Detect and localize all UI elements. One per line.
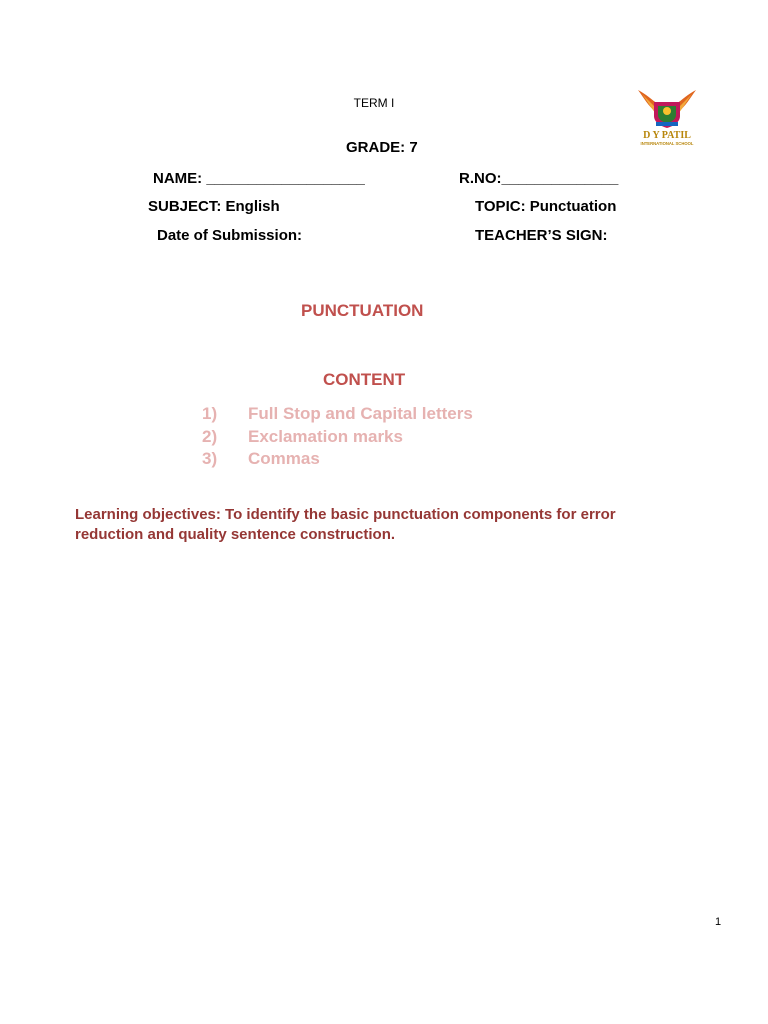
page-title: PUNCTUATION (301, 301, 424, 320)
list-item (202, 449, 320, 469)
grade-label: GRADE: 7 (346, 139, 418, 156)
list-item-number: 2) (202, 427, 218, 446)
list-item-number: 1) (202, 404, 218, 423)
date-of-submission-field: Date of Submission: (157, 227, 303, 244)
list-item-number: 3) (202, 449, 218, 468)
school-crest-icon (634, 84, 700, 152)
svg-text:D Y PATIL: D Y PATIL (643, 130, 691, 141)
teacher-sign-field: TEACHER’S SIGN: (475, 227, 608, 244)
list-item-label: Full Stop and Capital letters (248, 404, 473, 423)
rno-field: R.NO:______________ (459, 170, 619, 187)
name-field: NAME: ___________________ (153, 170, 365, 187)
svg-text:INTERNATIONAL SCHOOL: INTERNATIONAL SCHOOL (640, 141, 694, 146)
list-item (202, 427, 403, 447)
subject-field: SUBJECT: English (148, 198, 280, 215)
school-logo (634, 84, 700, 152)
list-item-label: Commas (248, 449, 320, 468)
term-label: TERM I (353, 96, 395, 110)
learning-objectives: Learning objectives: To identify the basic punctuation components for error reduction and quality sentence construction. (75, 506, 616, 543)
topic-field: TOPIC: Punctuation (475, 198, 617, 215)
content-heading: CONTENT (323, 370, 406, 389)
page-number: 1 (715, 916, 722, 928)
list-item-label: Exclamation marks (248, 427, 403, 446)
list-item (202, 404, 473, 424)
